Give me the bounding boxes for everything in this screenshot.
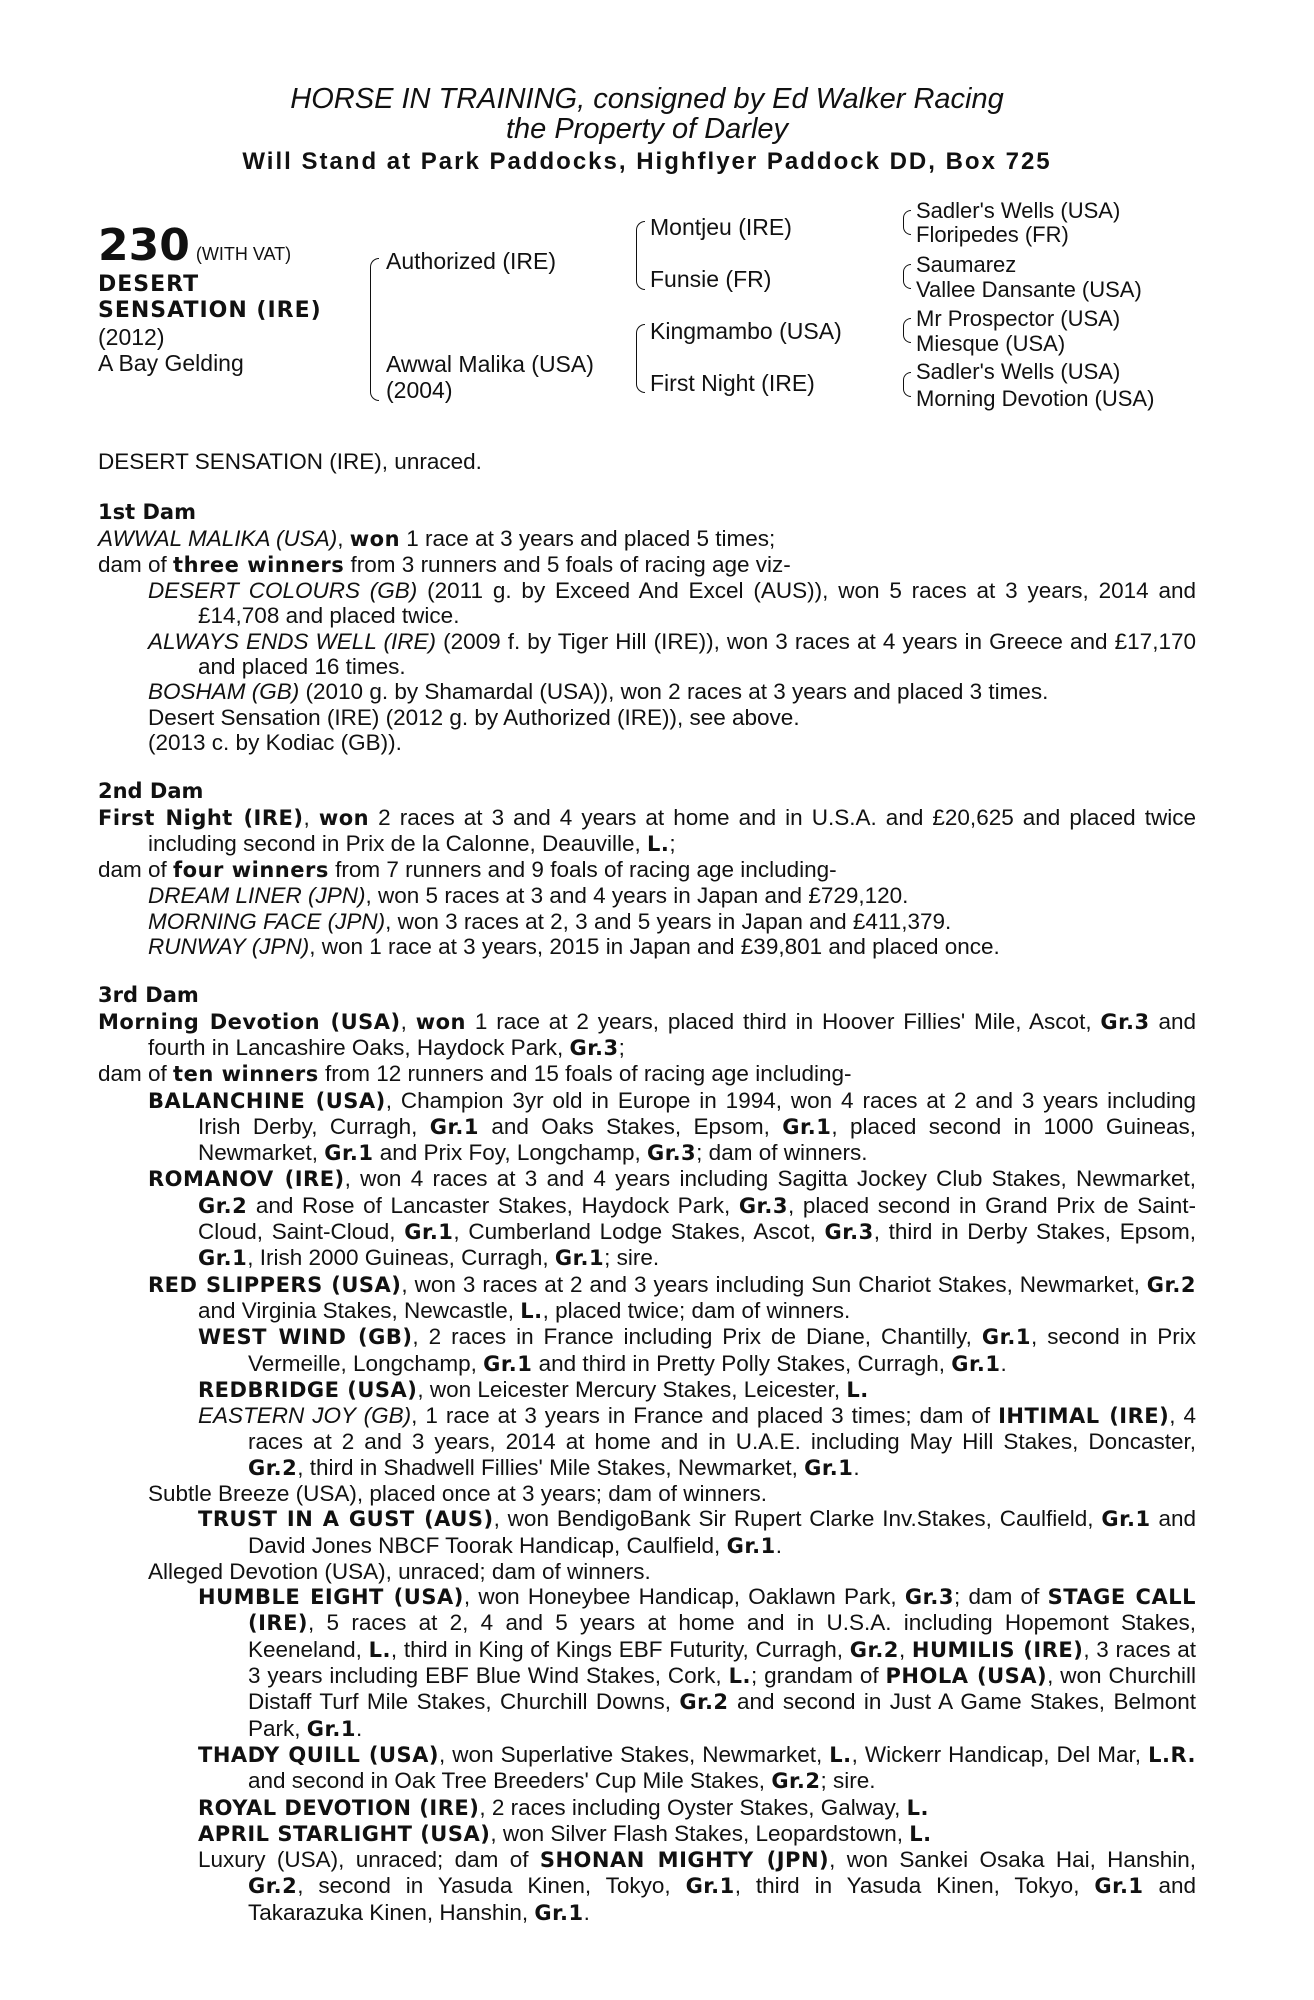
dam2-produce-summary: dam of four winners from 7 runners and 9 foals of racing age including- [98, 857, 837, 883]
bracket-gen3d-bottom [903, 384, 911, 397]
bracket-gen3b-bottom [903, 276, 911, 289]
produce-record [98, 449, 1196, 1926]
grand-foal-entry: HUMBLE EIGHT (USA), won Honeybee Handicap, Oaklawn Park, Gr.3; dam of STAGE CALL (IRE), 5 races at 2, 4 and 5 years at home and in U.S.A. including Hopemont Stakes, Keeneland, L., third in King of Kings EBF Futurity, Curragh, Gr.2, HUMILIS (IRE), 3 races at 3 years including EBF Blue Wind Stakes, Cork, L.; grandam of PHOLA (USA), won Churchill Distaff Turf Mile Stakes, Churchill Downs, Gr.2 and second in Just A Game Stakes, Belmont Park, Gr.1. [198, 1584, 1196, 1741]
dam-sire-dam: Miesque (USA) [916, 331, 1066, 356]
sire-sire-dam: Floripedes (FR) [916, 222, 1069, 247]
sire-dam-dam: Vallee Dansante (USA) [916, 277, 1142, 302]
bracket-gen2a-bottom [636, 255, 645, 290]
bracket-gen3a-bottom [903, 222, 911, 235]
grand-foal-entry: ROYAL DEVOTION (IRE), 2 races including Oyster Stakes, Galway, L. [198, 1794, 929, 1820]
dam3-record: Morning Devotion (USA), won 1 race at 2 years, placed third in Hoover Fillies' Mile, Ascot, Gr.3 and fourth in Lancashire Oaks, Haydock Park, Gr.3; [98, 1008, 1196, 1060]
dam3-foal-entry: ROMANOV (IRE), won 4 races at 3 and 4 years including Sagitta Jockey Club Stakes, Newmarket, Gr.2 and Rose of Lancaster Stakes, Haydock Park, Gr.3, placed second in Grand Prix de Saint-Cloud, Saint-Cloud, Gr.1, Cumberland Lodge Stakes, Ascot, Gr.3, third in Derby Stakes, Epsom, Gr.1, Irish 2000 Guineas, Curragh, Gr.1; sire. [148, 1166, 1196, 1271]
sire-sire-sire: Sadler's Wells (USA) [916, 198, 1121, 223]
grand-foal-entry: WEST WIND (GB), 2 races in France including Prix de Diane, Chantilly, Gr.1, second in Prix Vermeille, Longchamp, Gr.1 and third in Pretty Polly Stakes, Curragh, Gr.1. [198, 1324, 1196, 1376]
header [98, 84, 1196, 176]
section-title-2nd-dam: 2nd Dam [98, 779, 204, 804]
dam1-foal-entry: (2013 c. by Kodiac (GB)). [148, 729, 402, 755]
grand-foal-entry: EASTERN JOY (GB), 1 race at 3 years in France and placed 3 times; dam of IHTIMAL (IRE), 4 races at 2 and 3 years, 2014 at home and in U.A.E. including May Hill Stakes, Doncaster, Gr.2, third in Shadwell Fillies' Mile Stakes, Newmarket, Gr.1. [198, 1403, 1196, 1480]
catalogue-page [98, 83, 1197, 1925]
grand-foal-entry: Luxury (USA), unraced; dam of SHONAN MIGHTY (JPN), won Sankei Osaka Hai, Hanshin, Gr.2, second in Yasuda Kinen, Tokyo, Gr.1, third in Yasuda Kinen, Tokyo, Gr.1 and Takarazuka Kinen, Hanshin, Gr.1. [198, 1847, 1196, 1925]
horse-description: A Bay Gelding [98, 350, 244, 376]
dam-sire-sire: Mr Prospector (USA) [916, 306, 1121, 331]
horse-name-line1: DESERT [98, 272, 200, 297]
sire-sire: Montjeu (IRE) [650, 214, 792, 240]
dam1-foal-entry: BOSHAM (GB) (2010 g. by Shamardal (USA)), won 2 races at 3 years and placed 3 times. [148, 679, 1049, 705]
dam1-produce-summary: dam of three winners from 3 runners and 5 foals of racing age viz- [98, 551, 791, 577]
dam3-foal-entry: RED SLIPPERS (USA), won 3 races at 2 and 3 years including Sun Chariot Stakes, Newmarket, Gr.2 and Virginia Stakes, Newcastle, L., placed twice; dam of winners. [148, 1271, 1196, 1323]
grand-foal-entry: REDBRIDGE (USA), won Leicester Mercury Stakes, Leicester, L. [198, 1376, 869, 1402]
section-title-1st-dam: 1st Dam [98, 500, 196, 525]
lot-number: 230 [98, 220, 190, 271]
sire: Authorized (IRE) [386, 248, 557, 274]
vat-note: (WITH VAT) [195, 244, 292, 264]
property-line: the Property of Darley [505, 113, 789, 145]
dam3-foal-entry: BALANCHINE (USA), Champion 3yr old in Europe in 1994, won 4 races at 2 and 3 years including Irish Derby, Curragh, Gr.1 and Oaks Stakes, Epsom, Gr.1, placed second in 1000 Guineas, Newmarket, Gr.1 and Prix Foy, Longchamp, Gr.3; dam of winners. [148, 1087, 1196, 1166]
foaling-year: (2012) [98, 324, 165, 350]
dam1-record: AWWAL MALIKA (USA), won 1 race at 3 years and placed 5 times; [98, 525, 776, 551]
horse-name-line2: SENSATION (IRE) [98, 298, 322, 323]
dam2-foal-entry: RUNWAY (JPN), won 1 race at 3 years, 2015 in Japan and £39,801 and placed once. [148, 934, 1000, 960]
race-record-summary: DESERT SENSATION (IRE), unraced. [98, 449, 482, 474]
dam-sire: Kingmambo (USA) [650, 318, 842, 344]
dam1-foal-entry: DESERT COLOURS (GB) (2011 g. by Exceed And Excel (AUS)), won 5 races at 3 years, 2014 and £14,708 and placed twice. [148, 578, 1197, 629]
dam-dam: First Night (IRE) [650, 370, 815, 396]
dam3-foal-entry: Subtle Breeze (USA), placed once at 3 years; dam of winners. [148, 1480, 768, 1506]
sire-dam: Funsie (FR) [650, 266, 772, 292]
bracket-gen2b-bottom [636, 358, 645, 393]
dam-year: (2004) [386, 377, 453, 403]
dam3-produce-summary: dam of ten winners from 12 runners and 15 foals of racing age including- [98, 1061, 852, 1087]
dam-dam-dam: Morning Devotion (USA) [916, 386, 1155, 411]
sire-dam-sire: Saumarez [916, 252, 1017, 277]
dam2-record: First Night (IRE), won 2 races at 3 and 4 years at home and in U.S.A. and £20,625 and placed twice including second in Prix de la Calonne, Deauville, L.; [98, 804, 1196, 856]
dam1-foal-entry: Desert Sensation (IRE) (2012 g. by Authorized (IRE)), see above. [148, 704, 800, 730]
lot-info [98, 220, 378, 376]
dam-dam-sire: Sadler's Wells (USA) [916, 359, 1121, 384]
bracket-gen2b-top [636, 324, 645, 359]
dam2-foal-entry: DREAM LINER (JPN), won 5 races at 3 and 4 years in Japan and £729,120. [148, 883, 909, 909]
location-line: Will Stand at Park Paddocks, Highflyer Paddock DD, Box 725 [242, 148, 1052, 175]
grand-foal-entry: APRIL STARLIGHT (USA), won Silver Flash Stakes, Leopardstown, L. [198, 1820, 932, 1846]
grand-foal-entry: THADY QUILL (USA), won Superlative Stakes, Newmarket, L., Wickerr Handicap, Del Mar, L.R. and second in Oak Tree Breeders' Cup Mile Stakes, Gr.2; sire. [198, 1741, 1196, 1794]
dam: Awwal Malika (USA) [386, 351, 594, 377]
bracket-gen1-top [370, 258, 379, 305]
dam2-foal-entry: MORNING FACE (JPN), won 3 races at 2, 3 and 5 years in Japan and £411,379. [148, 908, 952, 934]
dam1-foal-entry: ALWAYS ENDS WELL (IRE) (2009 f. by Tiger Hill (IRE)), won 3 races at 4 years in Greece and £17,170 and placed 16 times. [148, 628, 1196, 680]
bracket-gen1-bottom [370, 304, 379, 401]
dam3-foal-entry: Alleged Devotion (USA), unraced; dam of winners. [148, 1558, 651, 1584]
consignor-line: HORSE IN TRAINING, consigned by Ed Walker Racing [290, 83, 1004, 115]
section-title-3rd-dam: 3rd Dam [98, 983, 199, 1008]
bracket-gen3c-bottom [903, 330, 911, 343]
grand-foal-entry: TRUST IN A GUST (AUS), won BendigoBank Sir Rupert Clarke Inv.Stakes, Caulfield, Gr.1 and David Jones NBCF Toorak Handicap, Caulfield, Gr.1. [198, 1506, 1196, 1558]
bracket-gen2a-top [636, 221, 645, 256]
pedigree-block [98, 198, 1196, 446]
